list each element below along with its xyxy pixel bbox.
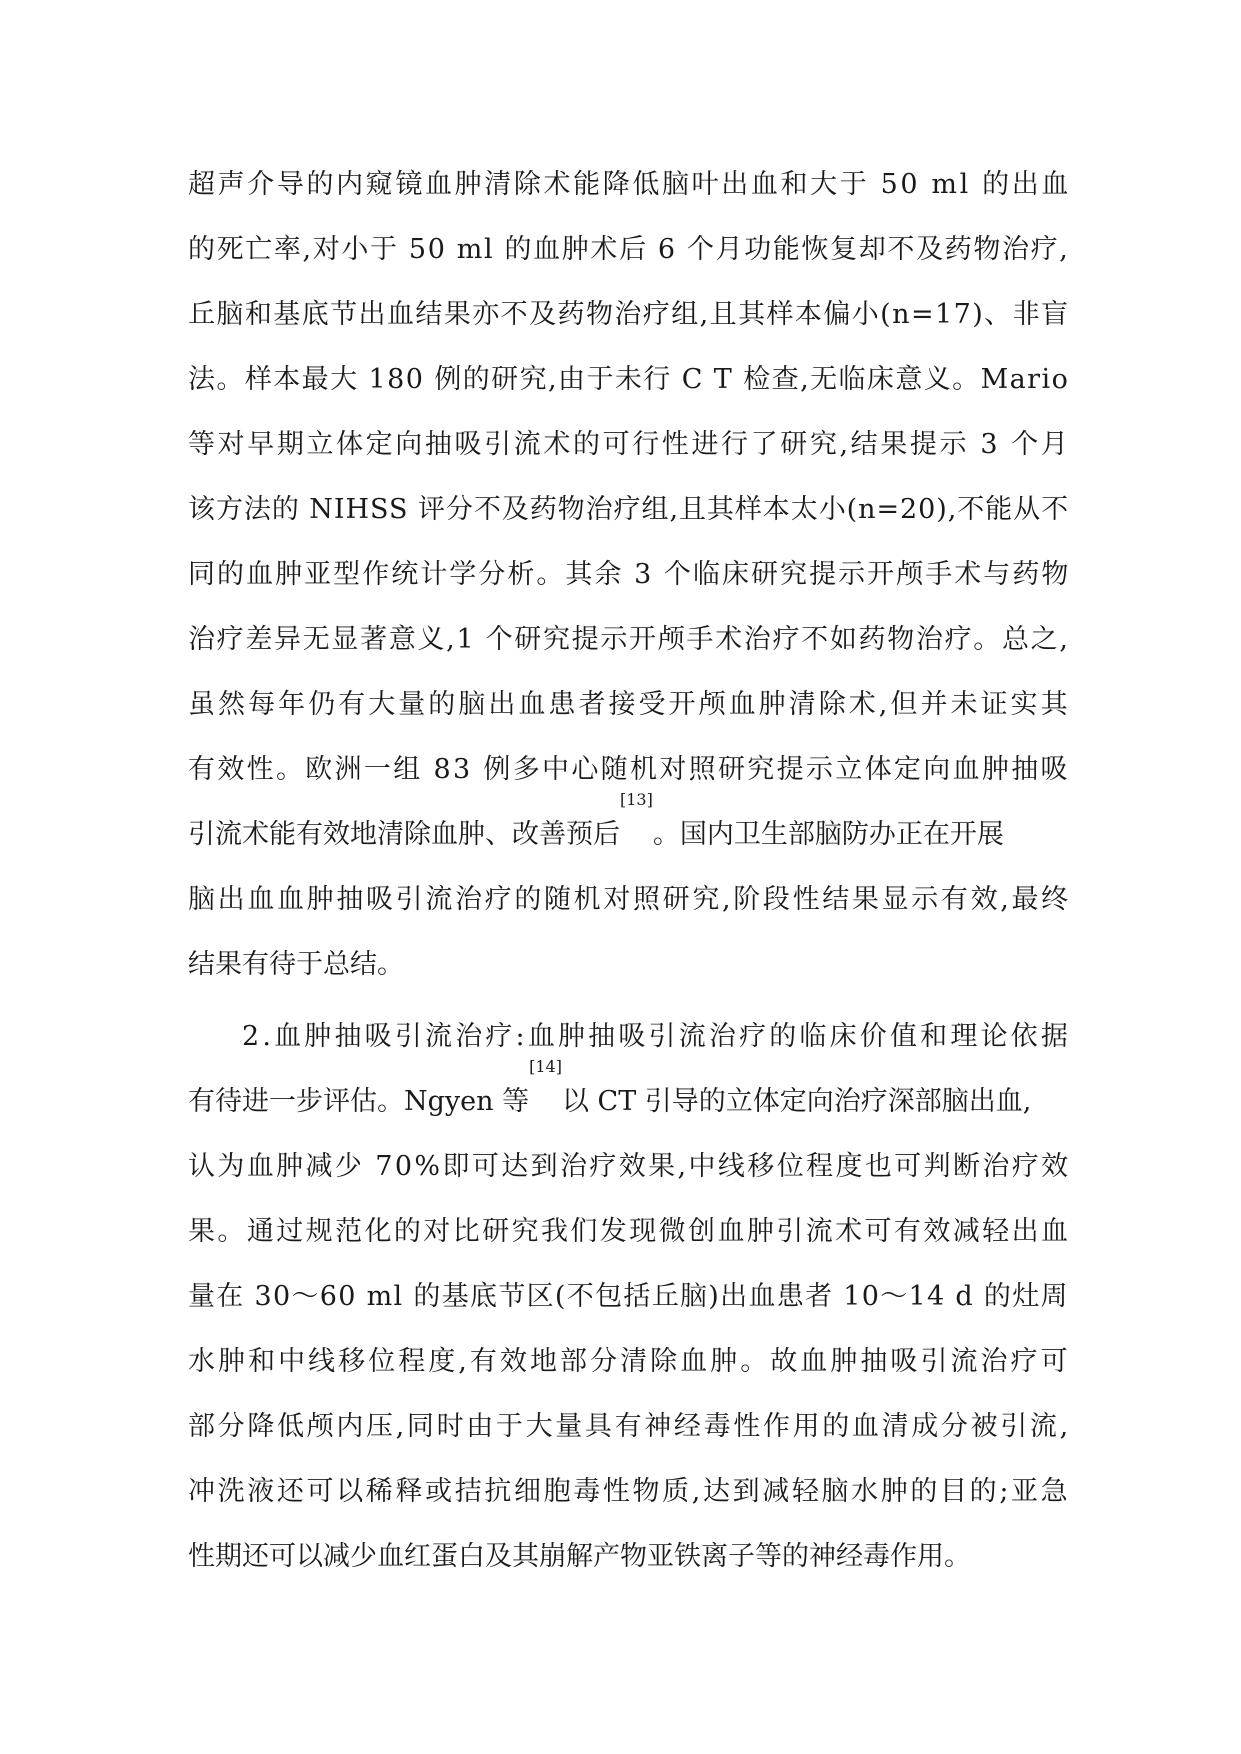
text-line xyxy=(188,672,1071,737)
text-line xyxy=(188,477,1068,542)
text-span: 水肿和中线移位程度,有效地部分清除血肿。故血肿抽吸引流治疗可 xyxy=(188,1346,1071,1377)
text-span: 该方法的 NIHSS 评分不及药物治疗组,且其样本太小(n=20),不能从不 xyxy=(188,494,1070,525)
paragraph-2 xyxy=(188,1004,1072,1589)
text-line xyxy=(188,607,1068,672)
text-span: 有效性。欧洲一组 83 例多中心随机对照研究提示立体定向血肿抽吸 xyxy=(188,754,1070,785)
text-line xyxy=(188,1394,1071,1459)
text-span: 以 CT 引导的立体定向治疗深部脑出血, xyxy=(561,1086,1032,1117)
text-span: 治疗差异无显著意义,1 个研究提示开颅手术治疗不如药物治疗。总之, xyxy=(188,624,1070,655)
text-line xyxy=(188,1524,1068,1589)
text-span: 同的血肿亚型作统计学分析。其余 3 个临床研究提示开颅手术与药物 xyxy=(188,559,1071,590)
text-line xyxy=(188,542,1071,607)
text-line xyxy=(188,1329,1071,1394)
text-span: 法。样本最大 180 例的研究,由于未行 C T 检查,无临床意义。Mario xyxy=(188,364,1070,395)
paragraph-1 xyxy=(188,152,1071,997)
text-span: 脑出血血肿抽吸引流治疗的随机对照研究,阶段性结果显示有效,最终 xyxy=(188,884,1071,915)
text-line xyxy=(188,152,1071,217)
text-line xyxy=(188,282,1068,347)
text-span: 结果有待于总结。 xyxy=(188,949,404,980)
text-line xyxy=(188,790,1068,867)
text-span: 2.血肿抽吸引流治疗:血肿抽吸引流治疗的临床价值和理论依据 xyxy=(242,1021,1072,1052)
text-span: 认为血肿减少 70%即可达到治疗效果,中线移位程度也可判断治疗效 xyxy=(188,1151,1071,1182)
text-line xyxy=(188,867,1071,932)
text-span: 果。通过规范化的对比研究我们发现微创血肿引流术可有效减轻出血 xyxy=(188,1216,1071,1247)
text-span: 虽然每年仍有大量的脑出血患者接受开颅血肿清除术,但并未证实其 xyxy=(188,689,1071,720)
text-line xyxy=(188,412,1071,477)
text-span: 等对早期立体定向抽吸引流术的可行性进行了研究,结果提示 3 个月 xyxy=(188,429,1071,460)
citation-14: [14] xyxy=(529,1057,562,1076)
text-line xyxy=(188,347,1068,412)
text-span: 冲洗液还可以稀释或拮抗细胞毒性物质,达到减轻脑水肿的目的;亚急 xyxy=(188,1476,1071,1507)
text-span: 的死亡率,对小于 50 ml 的血肿术后 6 个月功能恢复却不及药物治疗, xyxy=(188,234,1070,265)
text-span: 部分降低颅内压,同时由于大量具有神经毒性作用的血清成分被引流, xyxy=(188,1411,1071,1442)
text-line xyxy=(188,1057,1068,1134)
citation-13: [13] xyxy=(620,790,653,809)
text-span: 引流术能有效地清除血肿、改善预后 xyxy=(188,819,620,850)
text-span: 性期还可以减少血红蛋白及其崩解产物亚铁离子等的神经毒作用。 xyxy=(188,1541,971,1572)
text-span: 超声介导的内窥镜血肿清除术能降低脑叶出血和大于 50 ml 的出血 xyxy=(188,169,1071,200)
text-span: 有待进一步评估。Ngyen 等 xyxy=(188,1086,530,1117)
text-span: 丘脑和基底节出血结果亦不及药物治疗组,且其样本偏小(n=17)、非盲 xyxy=(188,299,1070,330)
text-line xyxy=(188,1459,1071,1524)
text-line xyxy=(188,1004,1072,1069)
text-span: 量在 30～60 ml 的基底节区(不包括丘脑)出血患者 10～14 d 的灶周 xyxy=(188,1281,1069,1312)
text-line xyxy=(188,1199,1071,1264)
text-line xyxy=(188,217,1068,282)
text-span: 。国内卫生部脑防办正在开展 xyxy=(652,819,1004,850)
text-line xyxy=(188,1264,1068,1329)
text-line xyxy=(188,932,1068,997)
text-line xyxy=(188,1134,1071,1199)
